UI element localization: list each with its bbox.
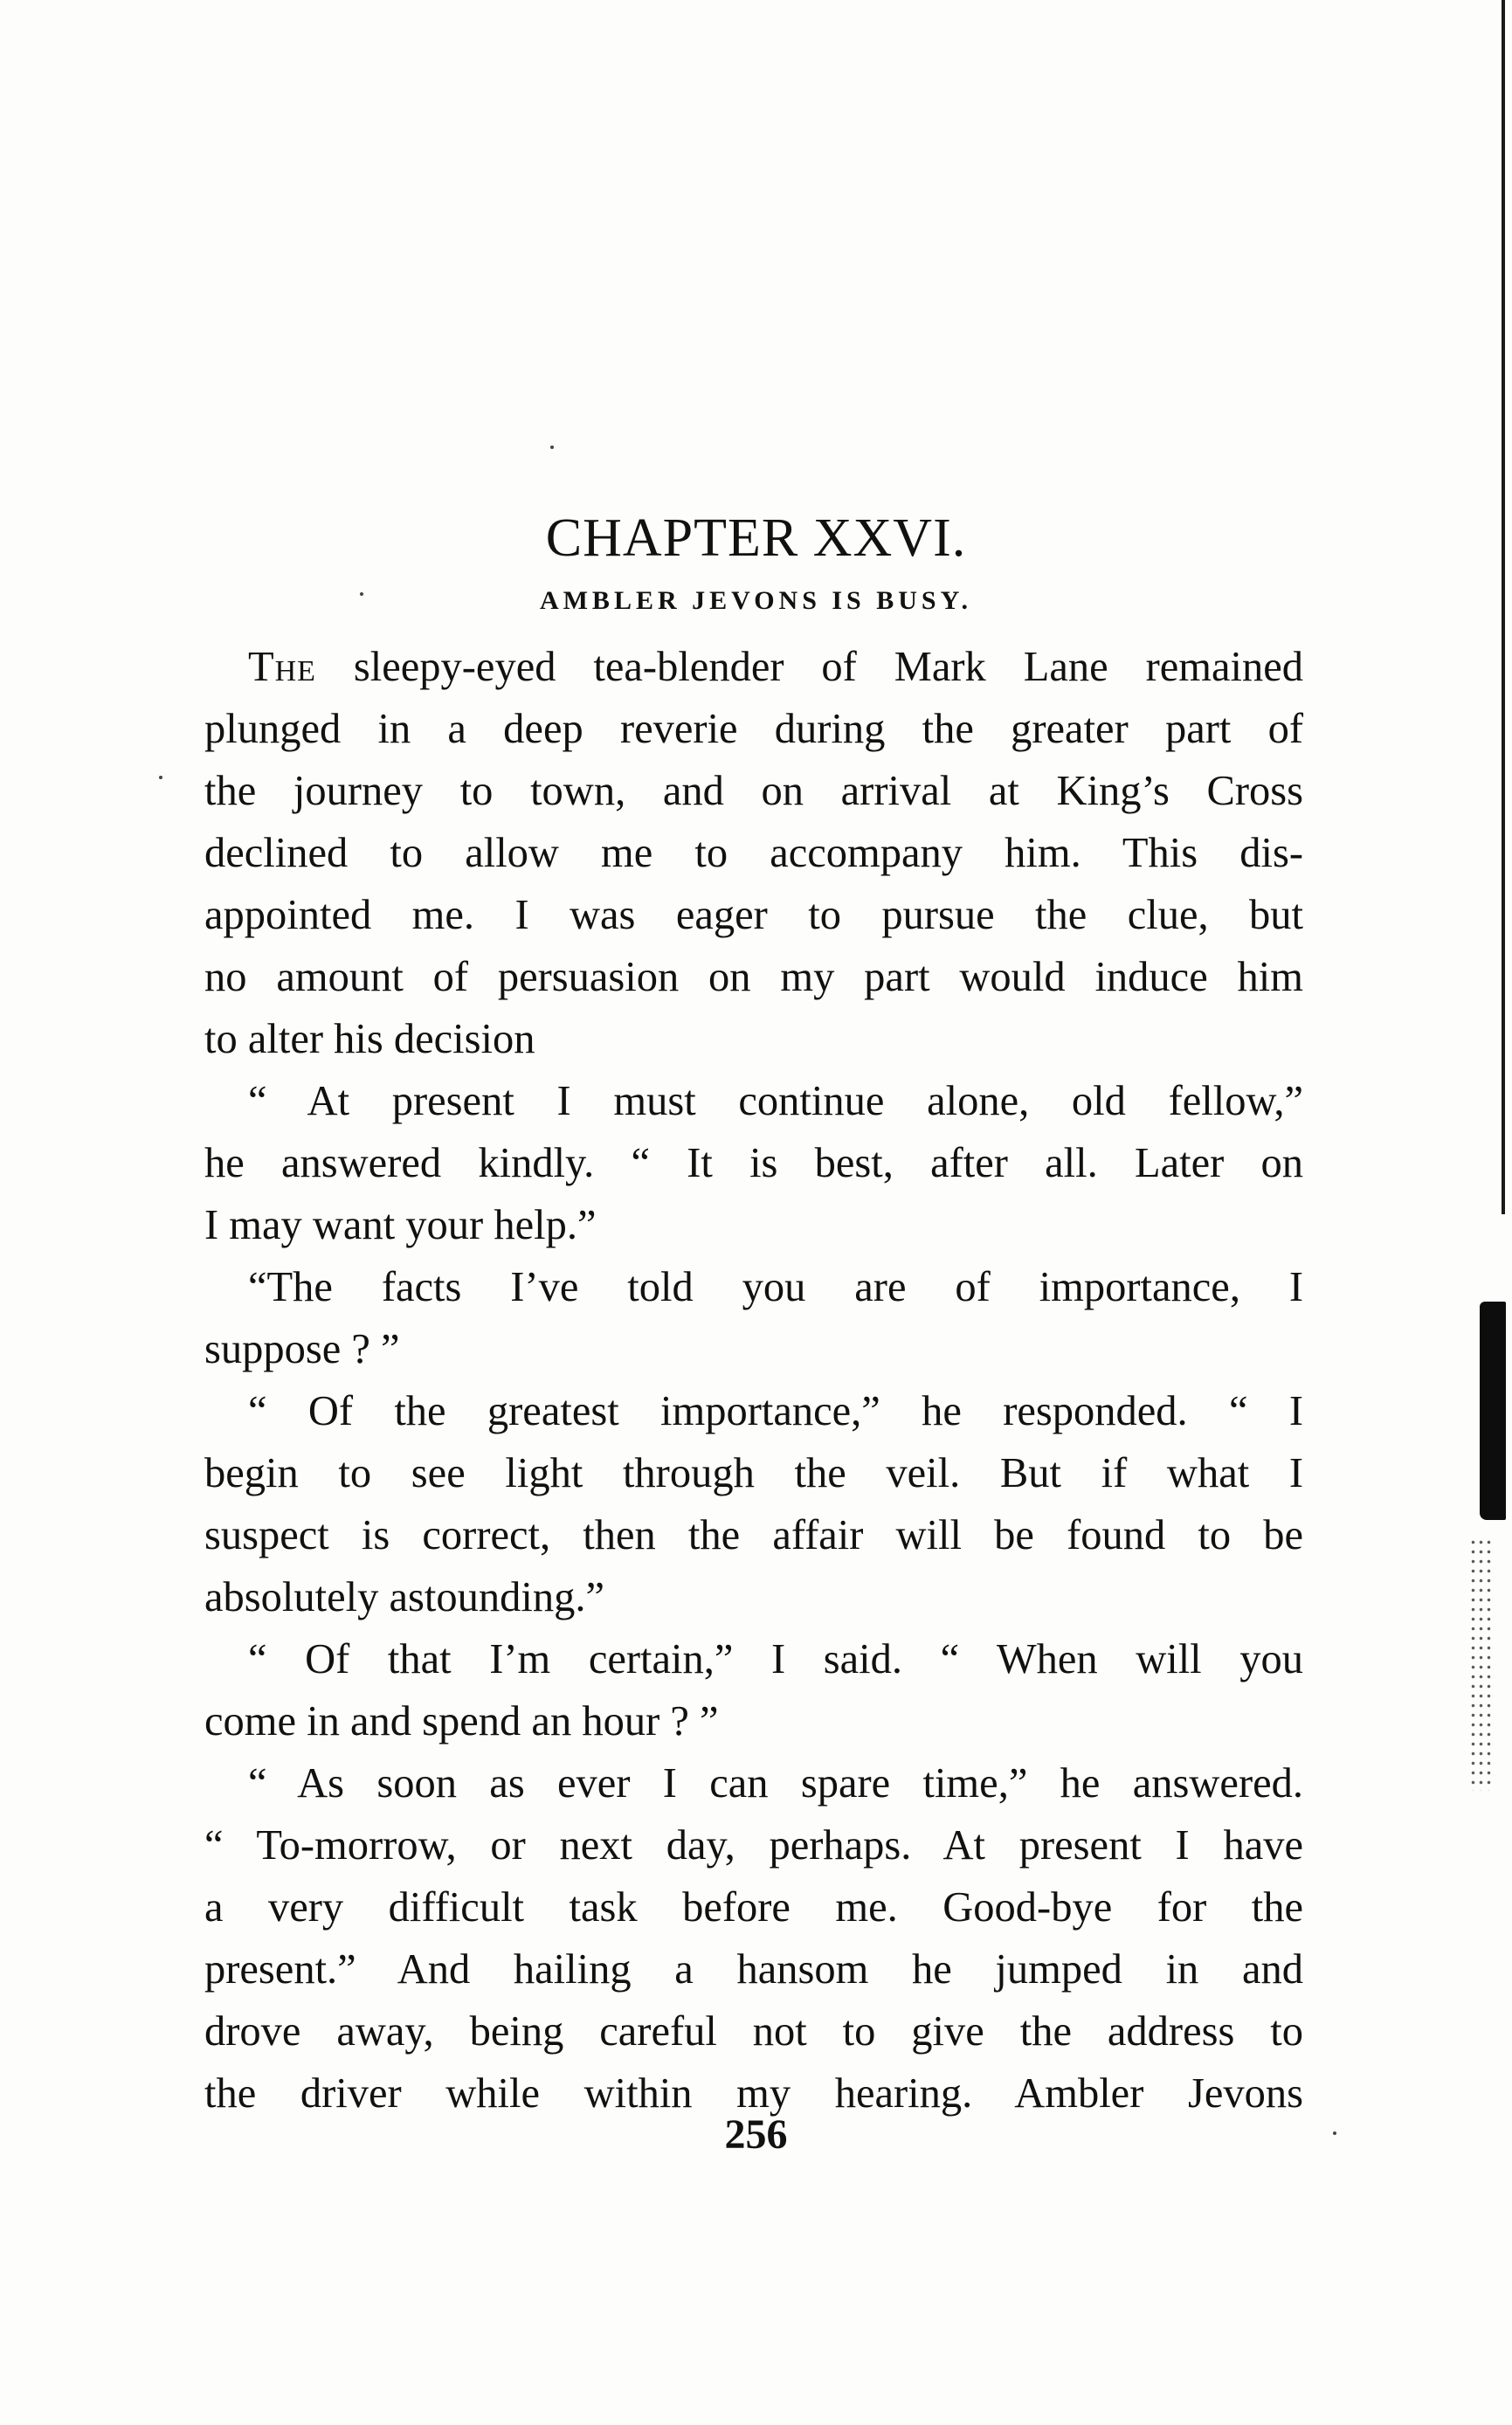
- text-line: “ As soon as ever I can spare time,” he answered.: [248, 1760, 1303, 1807]
- text-line-content: sleepy-eyed tea-blender of Mark Lane remained: [315, 644, 1303, 690]
- text-line: “ To-morrow, or next day, perhaps. At present I have: [204, 1822, 1303, 1869]
- chapter-subtitle: AMBLER JEVONS IS BUSY.: [539, 586, 973, 615]
- text-line: “The facts I’ve told you are of importance, I: [248, 1264, 1303, 1310]
- text-line: a very difficult task before me. Good-bye for the: [204, 1884, 1303, 1931]
- text-line: plunged in a deep reverie during the greater part of: [204, 706, 1303, 752]
- text-line: to alter his decision: [204, 1016, 535, 1062]
- binding-ink-blot: [1480, 1302, 1506, 1520]
- binding-ink-specks: [1469, 1537, 1492, 1791]
- body-text: [204, 636, 1303, 2124]
- text-line: present.” And hailing a hansom he jumped in and: [204, 1946, 1303, 1993]
- text-line: suppose ? ”: [204, 1326, 400, 1372]
- text-line: [204, 636, 1303, 698]
- text-line: declined to allow me to accompany him. This dis-: [204, 830, 1303, 876]
- text-line: come in and spend an hour ? ”: [204, 1698, 719, 1744]
- text-line: absolutely astounding.”: [204, 1574, 604, 1620]
- text-line: no amount of persuasion on my part would induce him: [204, 954, 1303, 1000]
- dust-speck: [550, 446, 554, 449]
- text-line: begin to see light through the veil. But if what I: [204, 1450, 1303, 1496]
- page-number: 256: [724, 2111, 788, 2158]
- text-line: I may want your help.”: [204, 1202, 597, 1248]
- text-line: drove away, being careful not to give the address to: [204, 2008, 1303, 2055]
- text-line: he answered kindly. “ It is best, after all. Later on: [204, 1140, 1303, 1186]
- text-line: appointed me. I was eager to pursue the clue, but: [204, 892, 1303, 938]
- text-line: the driver while within my hearing. Ambler Jevons: [204, 2070, 1303, 2117]
- drop-word: The: [248, 644, 316, 690]
- text-line: “ Of that I’m certain,” I said. “ When will you: [248, 1636, 1303, 1682]
- chapter-title: CHAPTER XXVI.: [545, 508, 967, 568]
- text-line: the journey to town, and on arrival at King’s Cross: [204, 768, 1303, 814]
- dust-speck: [159, 776, 162, 779]
- text-line: “ At present I must continue alone, old fellow,”: [248, 1078, 1303, 1124]
- text-line: “ Of the greatest importance,” he responded. “ I: [248, 1388, 1303, 1434]
- text-line: suspect is correct, then the affair will be found to be: [204, 1512, 1303, 1558]
